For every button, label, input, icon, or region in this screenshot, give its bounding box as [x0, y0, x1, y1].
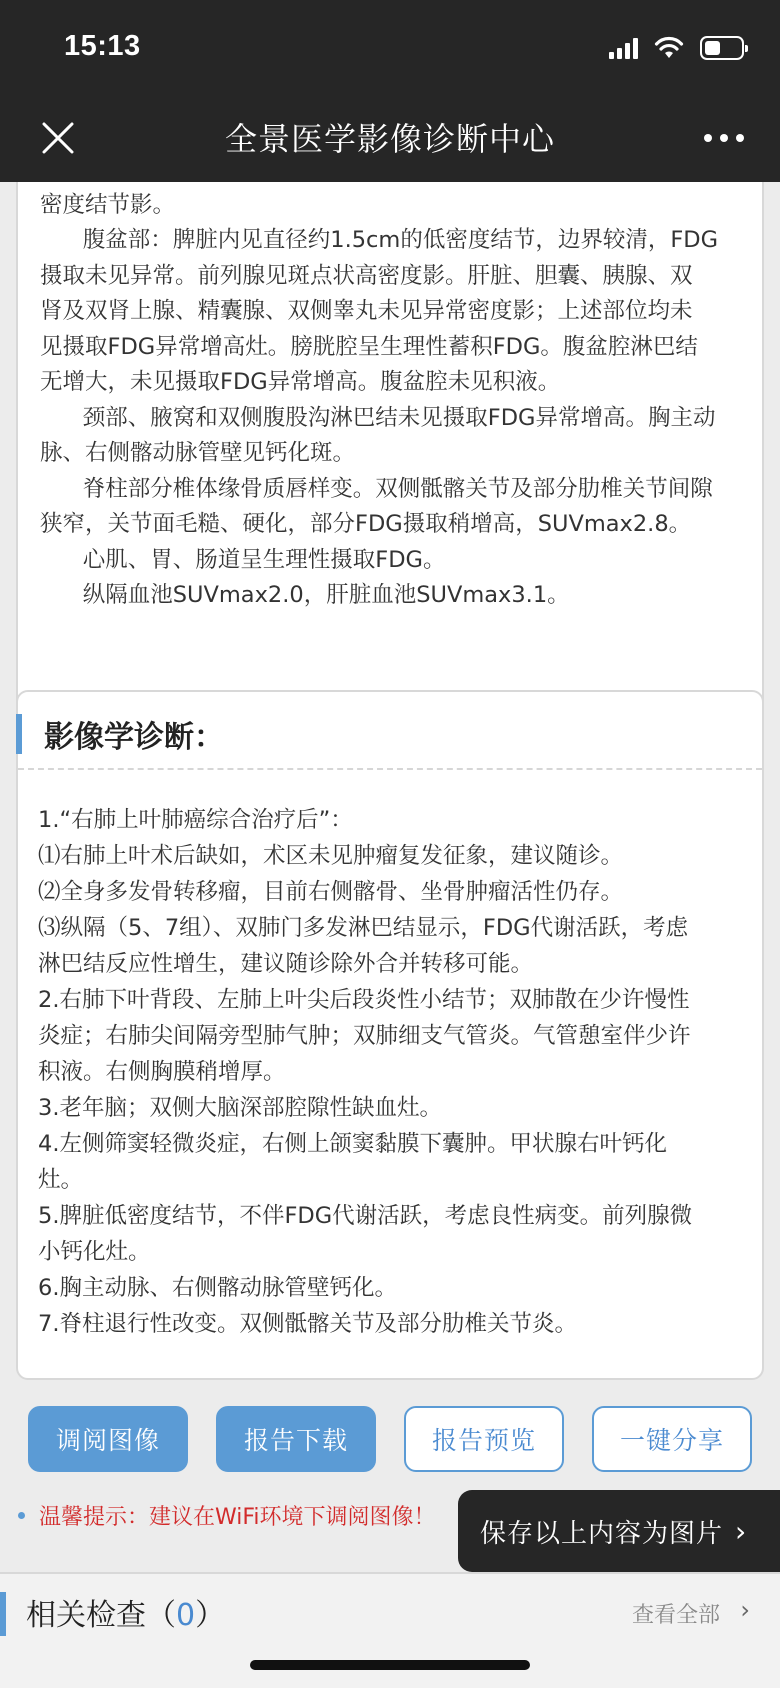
page-title: 全景医学影像诊断中心	[224, 120, 555, 158]
diagnosis-header	[18, 692, 762, 770]
preview-report-button[interactable]: 报告预览	[404, 1406, 564, 1472]
related-exams-title: 相关检查（0）	[26, 1598, 226, 1633]
diagnosis-line: 2.右肺下叶背段、左肺上叶尖后段炎性小结节；双肺散在少许慢性	[38, 987, 690, 1013]
diagnosis-line: 7.脊柱退行性改变。双侧骶髂关节及部分肋椎关节炎。	[38, 1311, 577, 1337]
findings-line: 肾及双肾上腺、精囊腺、双侧睾丸未见异常密度影；上述部位均未	[40, 298, 693, 324]
diagnosis-card	[16, 690, 764, 1380]
findings-line: 摄取未见异常。前列腺见斑点状高密度影。肝脏、胆囊、胰腺、双	[40, 262, 693, 289]
view-all-link[interactable]: 查看全部	[631, 1603, 720, 1628]
related-count: 0	[176, 1598, 196, 1633]
diagnosis-line: 淋巴结反应性增生，建议随诊除外合并转移可能。	[38, 951, 534, 977]
diagnosis-line: 1.“右肺上叶肺癌综合治疗后”：	[38, 807, 353, 833]
diagnosis-line: 3.老年脑；双侧大脑深部腔隙性缺血灶。	[38, 1095, 442, 1121]
findings-line: 无增大，未见摄取FDG异常增高。腹盆腔未见积液。	[40, 369, 561, 395]
view-images-button[interactable]: 调阅图像	[28, 1406, 188, 1472]
bullet-icon	[18, 1512, 25, 1519]
share-button[interactable]: 一键分享	[592, 1406, 752, 1472]
diagnosis-line: ⑶纵隔（5、7组）、双肺门多发淋巴结显示，FDG代谢活跃，考虑	[38, 915, 689, 941]
diagnosis-line: ⑵全身多发骨转移瘤，目前右侧髂骨、坐骨肿瘤活性仍存。	[38, 879, 624, 905]
findings-line: 颈部、腋窝和双侧腹股沟淋巴结未见摄取FDG异常增高。胸主动	[82, 404, 716, 431]
action-buttons	[0, 1406, 780, 1472]
save-as-image-text: 保存以上内容为图片	[480, 1518, 724, 1549]
home-indicator	[250, 1660, 530, 1670]
findings-line: 纵隔血池SUVmax2.0，肝脏血池SUVmax3.1。	[82, 582, 570, 608]
related-exams[interactable]	[0, 1572, 780, 1688]
diagnosis-line: 4.左侧筛窦轻微炎症，右侧上颌窦黏膜下囊肿。甲状腺右叶钙化	[38, 1131, 667, 1157]
cellular-signal-icon	[609, 37, 638, 59]
battery-icon	[700, 36, 744, 60]
findings-line: 密度结节影。	[40, 191, 176, 218]
findings-line: 脊柱部分椎体缘骨质唇样变。双侧骶髂关节及部分肋椎关节间隙	[82, 475, 713, 502]
wifi-tip	[18, 1500, 436, 1531]
section-accent-bar	[0, 1592, 6, 1636]
chevron-right-icon[interactable]: ›	[740, 1596, 750, 1624]
more-icon[interactable]	[704, 134, 744, 142]
findings-line: 见摄取FDG异常增高灶。膀胱腔呈生理性蓄积FDG。腹盆腔淋巴结	[40, 333, 698, 360]
wifi-icon	[654, 36, 684, 60]
diagnosis-line: 炎症；右肺尖间隔旁型肺气肿；双肺细支气管炎。气管憩室伴少许	[38, 1023, 691, 1049]
diagnosis-line: ⑴右肺上叶术后缺如，术区未见肿瘤复发征象，建议随诊。	[38, 843, 624, 869]
status-bar	[0, 0, 780, 100]
nav-bar	[0, 100, 780, 182]
findings-line: 腹盆部：脾脏内见直径约1.5cm的低密度结节，边界较清，FDG	[82, 227, 719, 253]
findings-text	[40, 152, 740, 614]
findings-line: 脉、右侧髂动脉管壁见钙化斑。	[40, 440, 356, 466]
diagnosis-line: 6.胸主动脉、右侧髂动脉管壁钙化。	[38, 1275, 397, 1301]
diagnosis-line: 灶。	[38, 1167, 84, 1193]
section-accent-bar	[16, 714, 22, 754]
wifi-tip-text: 温馨提示：建议在WiFi环境下调阅图像！	[39, 1505, 436, 1530]
diagnosis-title: 影像学诊断：	[44, 720, 224, 755]
diagnosis-line: 5.脾脏低密度结节，不伴FDG代谢活跃，考虑良性病变。前列腺微	[38, 1203, 693, 1229]
diagnosis-line: 积液。右侧胸膜稍增厚。	[38, 1059, 286, 1085]
content-area[interactable]	[0, 182, 780, 1688]
status-icons	[609, 36, 744, 60]
diagnosis-line: 小钙化灶。	[38, 1239, 151, 1265]
save-as-image-toast[interactable]	[458, 1490, 780, 1572]
status-time: 15:13	[64, 30, 141, 62]
download-report-button[interactable]: 报告下载	[216, 1406, 376, 1472]
chevron-right-icon: ›	[735, 1514, 748, 1548]
findings-line: 狭窄，关节面毛糙、硬化，部分FDG摄取稍增高，SUVmax2.8。	[40, 511, 692, 537]
diagnosis-text	[38, 802, 742, 1342]
findings-line: 心肌、胃、肠道呈生理性摄取FDG。	[82, 546, 446, 573]
